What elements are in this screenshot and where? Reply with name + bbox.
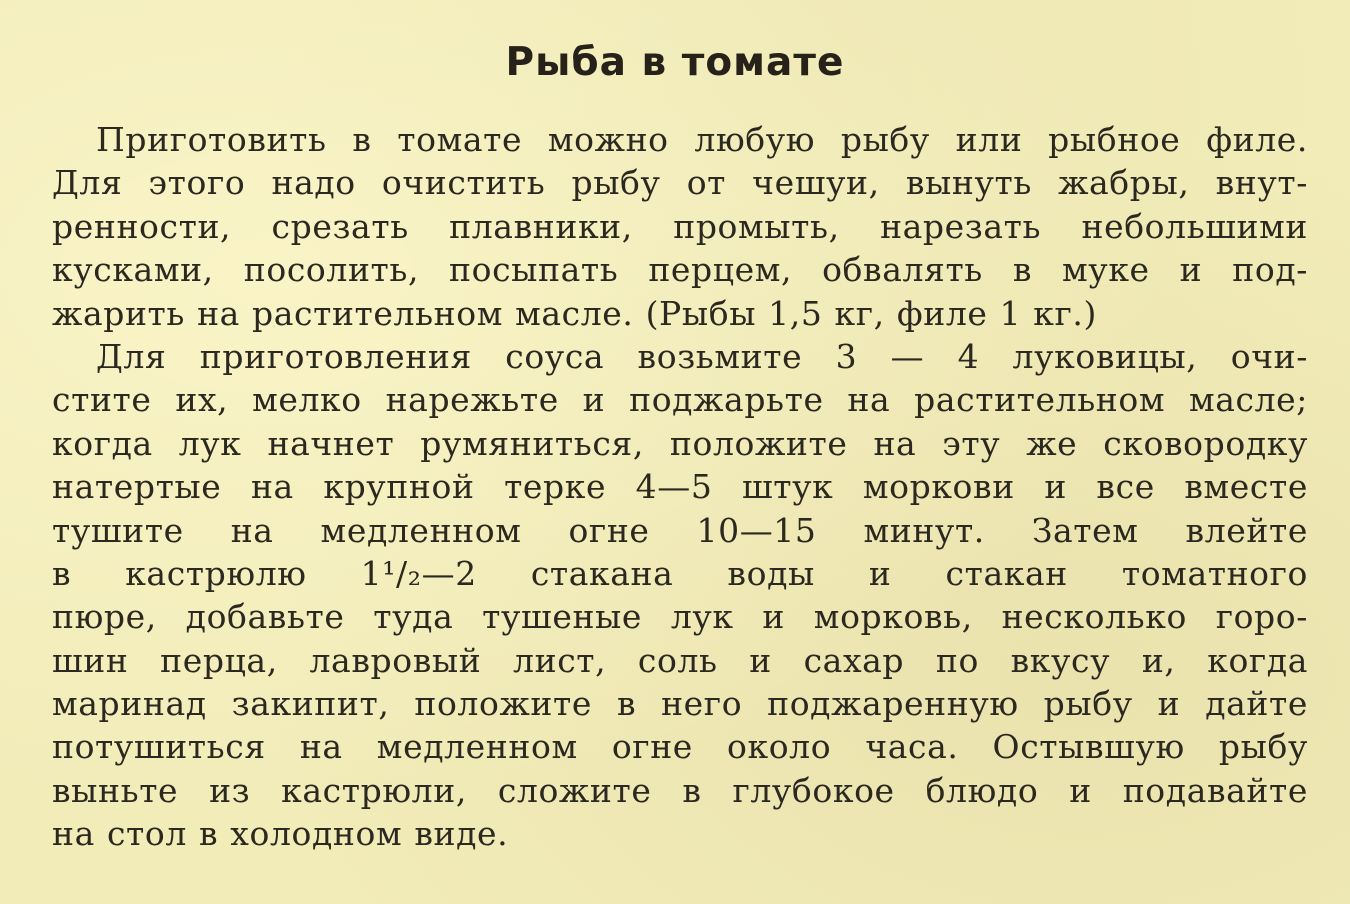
- paragraph-2-line-5: тушите на медленном огне 10—15 минут. Затем влейте: [52, 510, 1308, 550]
- recipe-title: Рыба в томате: [505, 40, 845, 85]
- paragraph-2-line-11: выньте из кастрюли, сложите в глубокое блюдо и подавайте: [52, 770, 1308, 810]
- paragraph-2-line-10: потушиться на медленном огне около часа. Остывшую рыбу: [52, 727, 1308, 767]
- paragraph-1-line-2: Для этого надо очистить рыбу от чешуи, вынуть жабры, внут-: [52, 163, 1308, 203]
- paragraph-1-line-5: жарить на растительном масле. (Рыбы 1,5 кг, филе 1 кг.): [52, 293, 1097, 333]
- paragraph-2-line-4: натертые на крупной терке 4—5 штук моркови и все вместе: [52, 467, 1308, 507]
- paragraph-1-line-4: кусками, посолить, посыпать перцем, обвалять в муке и под-: [52, 250, 1308, 290]
- paragraph-1-line-1: Приготовить в томате можно любую рыбу или рыбное филе.: [96, 120, 1308, 159]
- paragraph-2-line-1: Для приготовления соуса возьмите 3 — 4 луковицы, очи-: [96, 336, 1308, 376]
- paragraph-1-line-3: ренности, срезать плавники, промыть, нарезать небольшими: [52, 206, 1308, 246]
- paragraph-2-line-3: когда лук начнет румяниться, положите на эту же сковородку: [52, 423, 1308, 463]
- paragraph-2-line-7: пюре, добавьте туда тушеные лук и морковь, несколько горо-: [52, 597, 1308, 637]
- recipe-body: [52, 118, 1308, 856]
- paragraph-2-line-2: стите их, мелко нарежьте и поджарьте на растительном масле;: [52, 380, 1308, 420]
- paragraph-2-line-12: на стол в холодном виде.: [52, 814, 509, 854]
- paragraph-2-line-8: шин перца, лавровый лист, соль и сахар по вкусу и, когда: [52, 640, 1308, 680]
- paragraph-2-line-9: маринад закипит, положите в него поджаренную рыбу и дайте: [52, 684, 1308, 724]
- paragraph-2-line-6: в кастрюлю 1¹/₂—2 стакана воды и стакан томатного: [52, 553, 1308, 593]
